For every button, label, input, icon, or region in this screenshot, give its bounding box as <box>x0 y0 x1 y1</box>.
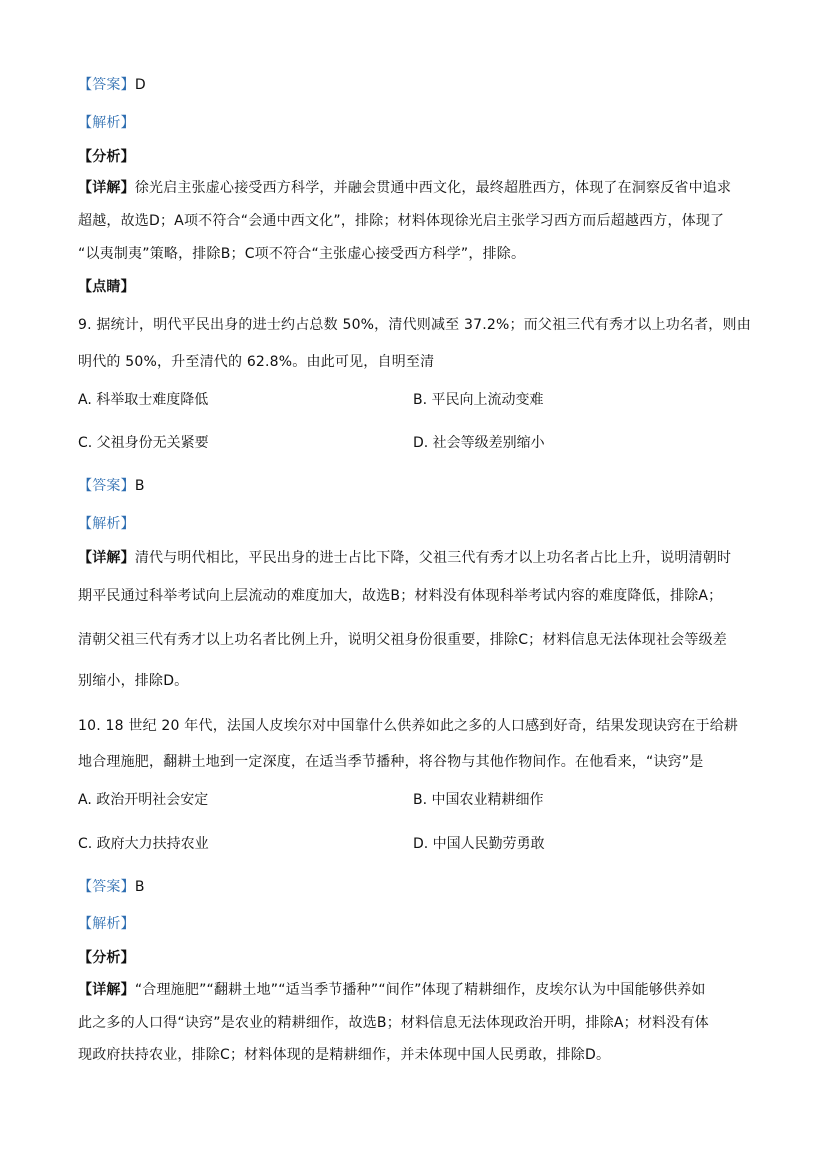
detail-line-8-2: 超越，故选D；A项不符合“会通中西文化”，排除；材料体现徐光启主张学习西方而后超越西方，体现了 <box>78 213 725 229</box>
q10-detail-line-2: 此之多的人口得“诀窍”是农业的精耕细作，故选B；材料信息无法体现政治开明，排除A；材料没有体 <box>78 1015 709 1031</box>
q9-option-a: A. 科举取士难度降低 <box>78 392 209 408</box>
answer-value: D <box>134 77 146 93</box>
q10-detail-line-3: 现政府扶持农业，排除C；材料体现的是精耕细作，并未体现中国人民勇敢，排除D。 <box>78 1047 611 1063</box>
answer-line-8 <box>78 75 758 95</box>
q9-analysis-tag: 【解析】 <box>78 516 135 532</box>
fenxi-tag: 【分析】 <box>78 149 135 165</box>
answer-tag: 【答案】 <box>78 77 135 93</box>
q10-option-c: C. 政府大力扶持农业 <box>78 836 209 852</box>
q10-answer-line <box>78 877 758 897</box>
q9-detail-line-4: 别缩小，排除D。 <box>78 673 189 689</box>
q10-option-b: B. 中国农业精耕细作 <box>413 792 544 808</box>
q10-option-a: A. 政治开明社会安定 <box>78 792 209 808</box>
detail-tag: 【详解】 <box>78 982 135 998</box>
detail-text: 徐光启主张虚心接受西方科学，并融会贯通中西文化，最终超胜西方，体现了在洞察反省中追求 <box>134 180 732 196</box>
q10-stem-line-2: 地合理施肥，翻耕土地到一定深度，在适当季节播种，将谷物与其他作物间作。在他看来，“诀窍”是 <box>78 754 704 770</box>
detail-text: “合理施肥”“翻耕土地”“适当季节播种”“间作”体现了精耕细作，皮埃尔认为中国能够供养如 <box>134 982 706 998</box>
q9-answer-line <box>78 476 758 496</box>
q10-fenxi-tag: 【分析】 <box>78 950 135 966</box>
q10-detail-line-1 <box>78 980 758 1000</box>
detail-tag: 【详解】 <box>78 180 135 196</box>
q9-detail-line-1 <box>78 548 758 568</box>
answer-value: B <box>134 478 145 494</box>
q10-analysis-tag: 【解析】 <box>78 916 135 932</box>
q9-option-c: C. 父祖身份无关紧要 <box>78 435 209 451</box>
detail-line-8-3: “以夷制夷”策略，排除B；C项不符合“主张虚心接受西方科学”，排除。 <box>78 246 526 262</box>
answer-tag: 【答案】 <box>78 478 135 494</box>
q9-stem-line-2: 明代的 50%，升至清代的 62.8%。由此可见，自明至清 <box>78 354 435 370</box>
q9-detail-line-2: 期平民通过科举考试向上层流动的难度加大，故选B；材料没有体现科举考试内容的难度降低，排除A； <box>78 588 723 604</box>
answer-tag: 【答案】 <box>78 879 135 895</box>
detail-text: 清代与明代相比，平民出身的进士占比下降，父祖三代有秀才以上功名者占比上升，说明清朝时 <box>134 550 732 566</box>
detail-tag: 【详解】 <box>78 550 135 566</box>
answer-value: B <box>134 879 145 895</box>
q9-stem-line-1: 9. 据统计，明代平民出身的进士约占总数 50%，清代则减至 37.2%；而父祖三代有秀才以上功名者，则由 <box>78 317 751 333</box>
q9-option-d: D. 社会等级差别缩小 <box>413 435 545 451</box>
dianjing-tag: 【点睛】 <box>78 279 135 295</box>
q10-option-d: D. 中国人民勤劳勇敢 <box>413 836 545 852</box>
analysis-tag: 【解析】 <box>78 115 135 131</box>
detail-line-8-1 <box>78 178 758 198</box>
q9-detail-line-3: 清朝父祖三代有秀才以上功名者比例上升，说明父祖身份很重要，排除C；材料信息无法体现社会等级差 <box>78 632 727 648</box>
q9-option-b: B. 平民向上流动变难 <box>413 392 544 408</box>
q10-stem-line-1: 10. 18 世纪 20 年代，法国人皮埃尔对中国靠什么供养如此之多的人口感到好奇，结果发现诀窍在于给耕 <box>78 718 739 734</box>
